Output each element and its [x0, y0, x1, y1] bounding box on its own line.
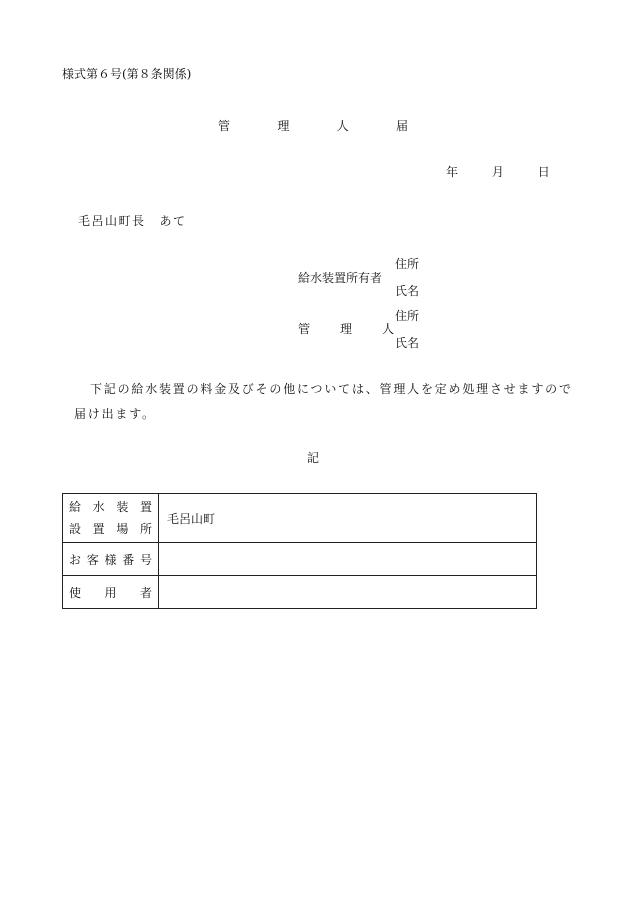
- body-line: 届け出ます。: [74, 407, 156, 421]
- manager-address-label: 住所: [395, 309, 420, 323]
- body-paragraph: [74, 377, 574, 427]
- label-char: 装: [116, 500, 129, 514]
- label-char: 客: [86, 552, 99, 567]
- label-char: 番: [122, 552, 135, 567]
- label-line: [69, 584, 152, 601]
- addressee-honorific: あて: [159, 214, 187, 228]
- label-line: [69, 518, 152, 540]
- label-char: お: [69, 552, 82, 567]
- owner-role-label: 給水装置所有者: [298, 271, 383, 285]
- record-heading: 記: [307, 451, 320, 465]
- label-char: 置: [92, 522, 105, 536]
- table-row: [63, 543, 537, 576]
- date-line: [446, 165, 550, 179]
- date-day-label: 日: [537, 165, 550, 179]
- label-char: 給: [69, 500, 82, 514]
- title-char: 管: [218, 119, 231, 133]
- label-char: 所: [139, 522, 152, 536]
- title-char: 届: [395, 119, 408, 133]
- details-table: [62, 493, 537, 609]
- title-char: 理: [277, 119, 290, 133]
- addressee: [78, 214, 187, 228]
- label-char: 使: [69, 585, 82, 600]
- manager-role-char: 人: [381, 322, 394, 336]
- owner-address-label: 住所: [395, 257, 420, 271]
- addressee-name: 毛呂山町長: [78, 214, 146, 228]
- form-number: 様式第６号(第８条関係): [62, 67, 192, 81]
- owner-name-label: 氏名: [395, 284, 420, 298]
- label-char: 置: [139, 500, 152, 514]
- label-char: 水: [92, 500, 105, 514]
- label-line: [69, 496, 152, 518]
- user-value[interactable]: [159, 576, 537, 609]
- installation-location-label: [63, 494, 159, 543]
- manager-role-char: 管: [298, 322, 311, 336]
- customer-number-label: [63, 543, 159, 576]
- table-row: [63, 494, 537, 543]
- manager-role-char: 理: [339, 322, 352, 336]
- label-char: 用: [104, 585, 117, 600]
- title-char: 人: [336, 119, 349, 133]
- user-label: [63, 576, 159, 609]
- date-year-label: 年: [446, 165, 459, 179]
- customer-number-value[interactable]: [159, 543, 537, 576]
- body-line: 下記の給水装置の料金及びその他については、管理人を定め処理させますので: [90, 382, 573, 396]
- document-title: [218, 117, 408, 134]
- label-char: 様: [104, 552, 117, 567]
- label-char: 設: [69, 522, 82, 536]
- label-line: [69, 551, 152, 568]
- label-char: 号: [139, 552, 152, 567]
- installation-location-value[interactable]: 毛呂山町: [159, 494, 537, 543]
- label-char: 者: [139, 585, 152, 600]
- manager-name-label: 氏名: [395, 336, 420, 350]
- date-month-label: 月: [491, 165, 504, 179]
- table-row: [63, 576, 537, 609]
- manager-role-label: [298, 322, 394, 336]
- label-char: 場: [116, 522, 129, 536]
